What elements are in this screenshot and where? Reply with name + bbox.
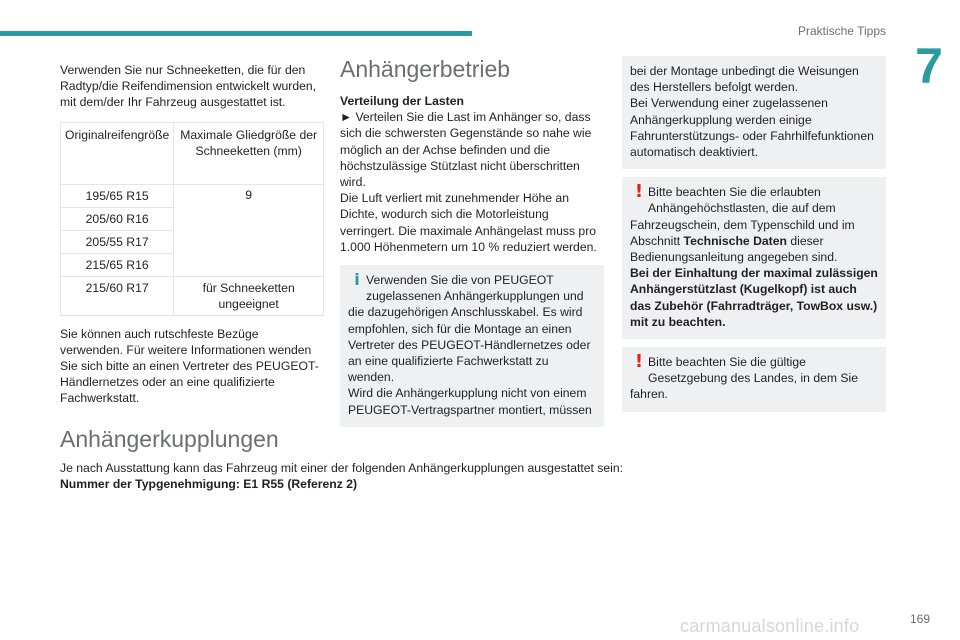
exclamation-icon: ! [634,351,644,373]
section-title-towbars: Anhängerkupplungen [60,426,279,452]
warning-first-line [630,181,878,216]
load-bullet: ► Verteilen Sie die Last im Anhänger so, dass sich die schwersten Gegenstände so nahe wie möglich an der Achse befinden und die höchstzulässige Stützlast nicht überschritten wird. [340,110,592,190]
table-header-link: Maximale Gliedgröße der Schneeketten (mm) [174,122,324,184]
tyre-size-cell: 205/60 R16 [61,207,174,230]
table-row [61,184,324,207]
info-text-rest: die dazugehörigen Anschlusskabel. Es wird empfohlen, sich für die Montage an einen Vertreter des PEUGEOT-Händlernetzes oder an eine qualifizierte Fachwerkstatt zu wenden. [348,305,591,385]
exclamation-icon: ! [634,181,644,203]
snow-chain-outro: Sie können auch rutschfeste Bezüge verwenden. Für weitere Informationen wenden Sie sich bitte an einen Vertreter des PEUGEOT-Händlernetzes oder an eine qualifizierte Fachwerkstatt. [60,326,319,406]
info-cont-1: bei der Montage unbedingt die Weisungen des Herstellers befolgt werden. [630,64,859,95]
warning-box-loads [622,177,886,339]
page-number: 169 [909,612,930,626]
warning-bold-paragraph: Bei der Einhaltung der maximal zulässigen Anhängerstützlast (Kugelkopf) ist auch das Zubehör (Fahrradträger, TowBox usw.) mit zu beachten. [630,266,878,329]
running-header: Praktische Tipps [797,24,886,38]
technical-data-term: Technische Daten [683,233,787,248]
warning-first-line [630,351,878,386]
tyre-size-cell: 215/65 R16 [61,253,174,276]
snow-chain-intro: Verwenden Sie nur Schneeketten, die für den Radtyp/die Reifendimension entwickelt wurden, mit dem/der Ihr Fahrzeug ausgestattet ist. [60,63,317,110]
watermark: carmanualsonline.info [680,616,860,636]
column-notes [622,56,886,412]
table-row [61,276,324,315]
type-approval-number: Nummer der Typgenehmigung: E1 R55 (Referenz 2) [60,477,358,492]
header-accent-bar [0,31,472,36]
warning-text-part: Fahrzeugschein, dem Typenschild und im Abschnitt [630,217,855,248]
info-box-continued [622,56,886,169]
subheading-load-distribution: Verteilung der Lasten [340,94,464,108]
info-icon: i [354,270,360,290]
tyre-size-cell: 195/65 R15 [61,184,174,207]
warning-text-first: Bitte beachten Sie die erlaubten Anhängehöchstlasten, die auf dem [648,185,836,216]
info-cont-2: Bei Verwendung einer zugelassenen Anhängerkupplung werden einige Fahrunterstützungs- oder Fahrhilfefunktionen automatisch deaktiviert. [630,96,874,160]
towbar-text: Je nach Ausstattung kann das Fahrzeug mit einer der folgenden Anhängerkupplungen ausgestattet sein: [60,461,624,475]
info-text-second: Wird die Anhängerkupplung nicht von einem PEUGEOT-Vertragspartner montiert, müssen [348,386,592,417]
column-towing [340,56,604,427]
table-header-row [61,122,324,184]
section-title-towing: Anhängerbetrieb [340,56,511,82]
info-text-first: Verwenden Sie die von PEUGEOT zugelassenen Anhängerkupplungen und [366,273,584,304]
info-box [340,265,604,427]
warning-text-rest [630,217,878,266]
snow-chain-table [60,122,324,316]
tyre-size-cell: 215/60 R17 [61,276,174,315]
link-size-cell: 9 [174,184,324,276]
warning-box-legislation [622,347,886,412]
tyre-size-cell: 205/55 R17 [61,230,174,253]
table-header-tyre: Originalreifengröße [61,122,174,184]
warning2-text-first: Bitte beachten Sie die gültige Gesetzgebung des Landes, in dem Sie [648,355,859,386]
section-towbars [60,426,860,492]
warning-text-part: dieser Bedienungsanleitung angegeben sind. [630,233,838,265]
chapter-number: 7 [915,38,943,94]
altitude-note: Die Luft verliert mit zunehmender Höhe an Dichte, wodurch sich die Motorleistung verringert. Die maximale Anhängelast muss pro 1.000 Höhenmetern um 10 % reduziert werden. [340,191,597,254]
link-size-cell: für Schneeketten ungeeignet [174,276,324,315]
warning2-text-rest: fahren. [630,387,668,402]
column-snow-chains [60,62,324,407]
info-first-line [348,272,596,304]
